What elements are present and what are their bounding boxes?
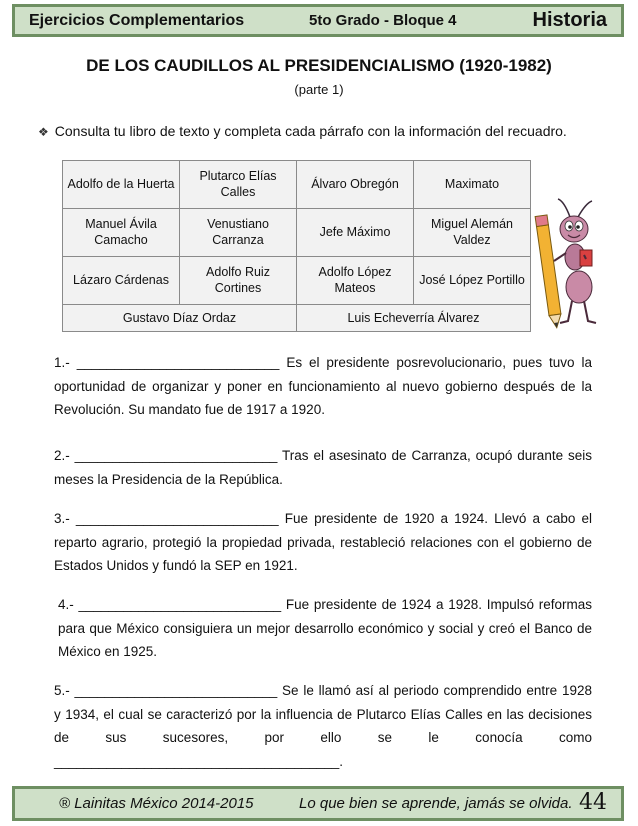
question-1 <box>54 351 592 422</box>
answer-blank[interactable]: ___________________________ <box>75 511 279 526</box>
question-number: 5.- <box>54 683 70 698</box>
answer-blank[interactable]: ___________________________ <box>76 355 280 370</box>
word-box-cell: Gustavo Díaz Ordaz <box>63 304 297 331</box>
header-bar <box>12 4 624 37</box>
word-box-cell: Luis Echeverría Álvarez <box>297 304 531 331</box>
question-number: 1.- <box>54 355 70 370</box>
question-number: 2.- <box>54 448 70 463</box>
answer-blank[interactable]: ___________________________ <box>78 597 282 612</box>
question-4 <box>54 593 592 664</box>
header-grade: 5to Grado - Bloque 4 <box>309 12 457 29</box>
word-box-row <box>63 161 531 209</box>
word-box-cell: Maximato <box>414 161 531 209</box>
header-area: Historia <box>532 9 607 31</box>
page-title: DE LOS CAUDILLOS AL PRESIDENCIALISMO (1920-1982) <box>86 56 552 75</box>
question-5 <box>54 679 592 773</box>
question-text: Fue presidente de 1924 a 1928. Impulsó reformas para que México consiguiera un mejor desarrollo económico y social y creó el Banco de México en 1925. <box>58 597 592 659</box>
answer-blank[interactable]: ___________________________ <box>74 448 278 463</box>
word-box-cell: Lázaro Cárdenas <box>63 256 180 304</box>
word-box-row <box>63 256 531 304</box>
question-number: 4.- <box>58 597 74 612</box>
instruction <box>38 123 567 139</box>
question-text: Tras el asesinato de Carranza, ocupó durante seis meses la Presidencia de la República. <box>54 448 592 487</box>
word-box-cell: Adolfo López Mateos <box>297 256 414 304</box>
word-box-cell: Adolfo de la Huerta <box>63 161 180 209</box>
footer-bar <box>12 786 624 821</box>
word-box-row <box>63 304 531 331</box>
instruction-text: Consulta tu libro de texto y completa cada párrafo con la información del recuadro. <box>54 123 567 139</box>
word-box-cell: Miguel Alemán Valdez <box>414 208 531 256</box>
word-box-cell: Adolfo Ruiz Cortines <box>180 256 297 304</box>
word-box-cell: Plutarco Elías Calles <box>180 161 297 209</box>
word-box-table <box>62 160 531 332</box>
word-box-cell: Álvaro Obregón <box>297 161 414 209</box>
diamond-bullet-icon: ❖ <box>38 125 49 139</box>
page-number: 44 <box>579 790 607 815</box>
word-box-row <box>63 208 531 256</box>
word-box-cell: Manuel Ávila Camacho <box>63 208 180 256</box>
ant-with-pencil-icon <box>530 195 600 330</box>
question-text: Es el presidente posrevolucionario, pues tuvo la oportunidad de organizar y poner en funcionamiento al nuevo gobierno después de la Revolución. Su mandato fue de 1917 a 1920. <box>54 355 592 417</box>
header-subject: Ejercicios Complementarios <box>29 11 245 29</box>
word-box-cell: José López Portillo <box>414 256 531 304</box>
answer-blank-trailing[interactable]: ______________________________________. <box>54 753 344 769</box>
word-box-cell: Venustiano Carranza <box>180 208 297 256</box>
question-text: Se le llamó así al periodo comprendido entre 1928 y 1934, el cual se caracterizó por la influencia de Plutarco Elías Calles en las decisiones de sus sucesores, por ello se le conocía como <box>54 683 592 745</box>
footer-brand: ® Lainitas México 2014-2015 <box>59 795 254 812</box>
question-3 <box>54 507 592 578</box>
footer-motto: Lo que bien se aprende, jamás se olvida. <box>299 795 573 812</box>
question-number: 3.- <box>54 511 70 526</box>
question-text: Fue presidente de 1920 a 1924. Llevó a cabo el reparto agrario, protegió la propiedad privada, restableció relaciones con el gobierno de Estados Unidos y fundó la SEP en 1921. <box>54 511 592 573</box>
page-subtitle: (parte 1) <box>294 82 344 97</box>
question-2 <box>54 444 592 491</box>
word-box-cell: Jefe Máximo <box>297 208 414 256</box>
answer-blank[interactable]: ___________________________ <box>74 683 278 698</box>
